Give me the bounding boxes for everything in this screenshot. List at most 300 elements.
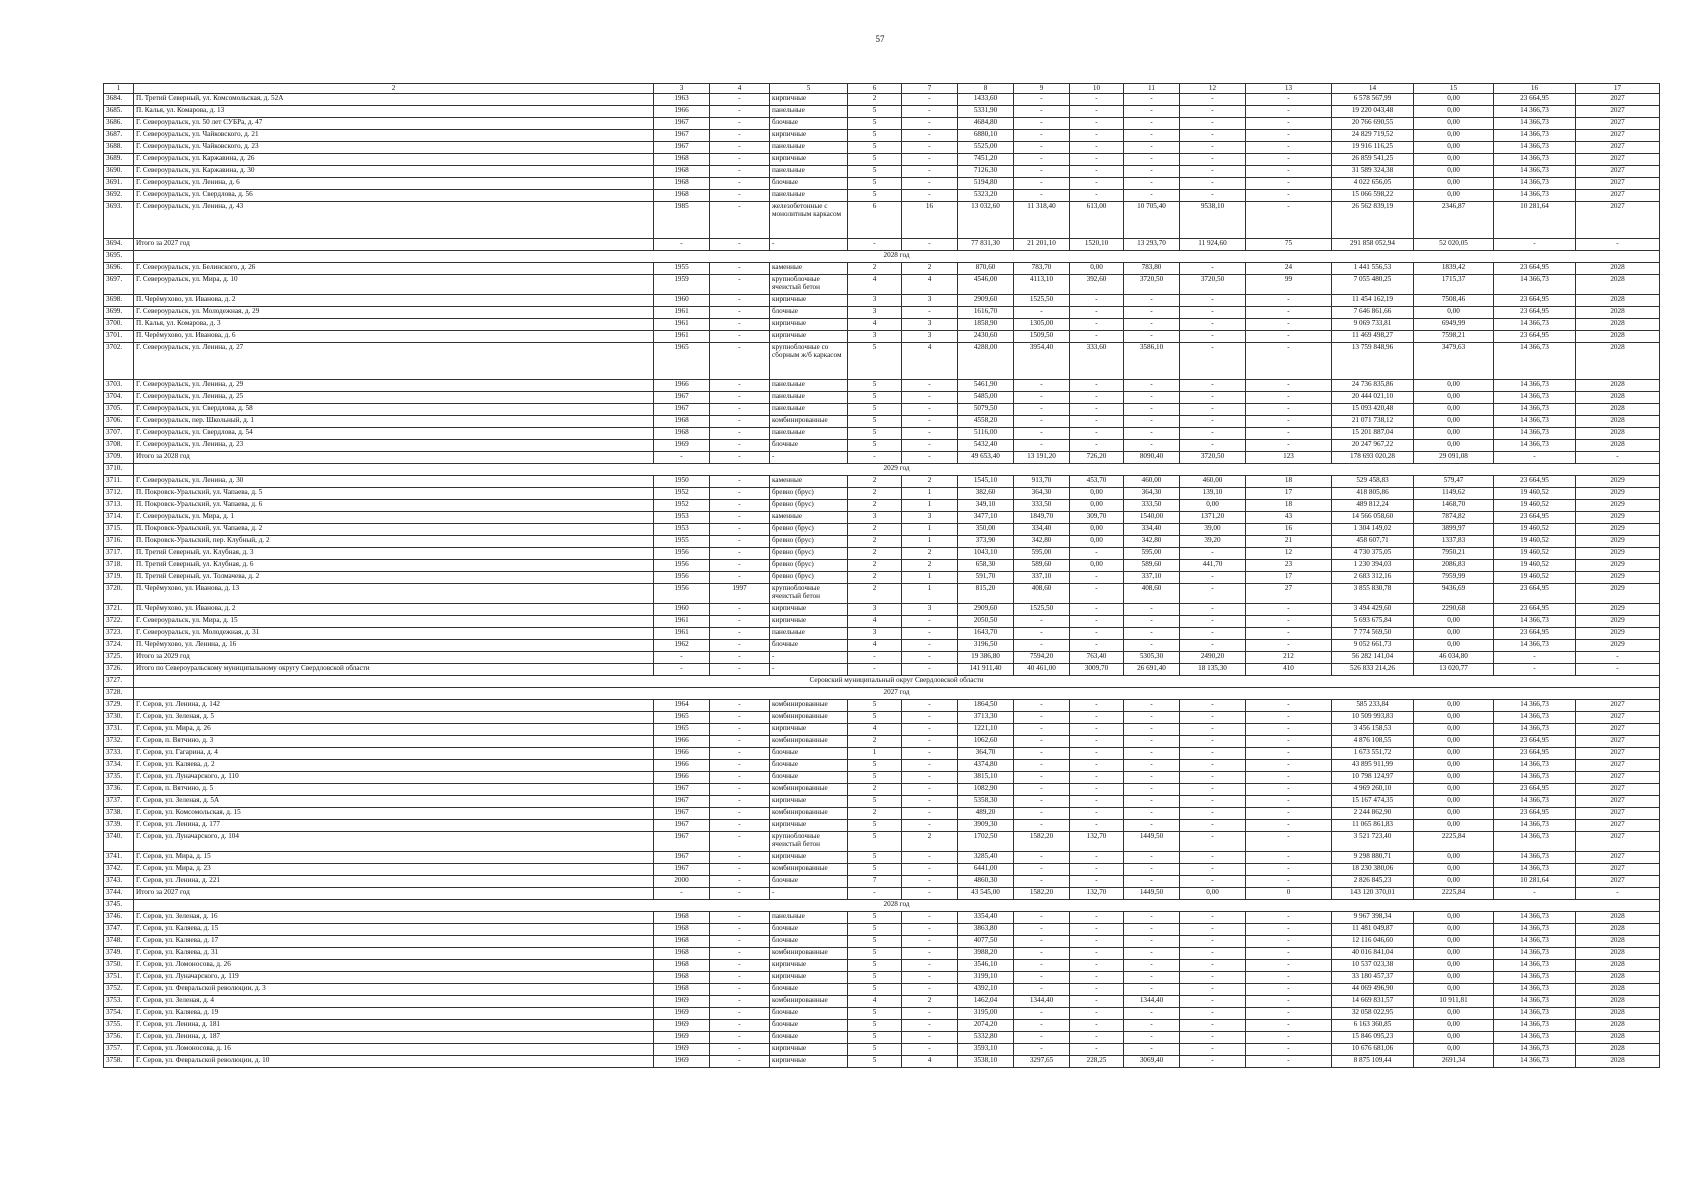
- area-cell: -: [1124, 106, 1180, 118]
- reconstruction-year-cell: -: [710, 948, 770, 960]
- entrances-cell: -: [902, 700, 958, 712]
- residents-cell: -: [1246, 178, 1332, 190]
- floors-cell: 4: [848, 319, 902, 331]
- row-number-cell: 3726.: [104, 664, 134, 676]
- table-row: [104, 572, 1660, 584]
- entrances-cell: 3: [902, 319, 958, 331]
- year-cell: 2028: [1576, 1020, 1660, 1032]
- reconstruction-year-cell: -: [710, 380, 770, 392]
- column-header: 5: [770, 84, 848, 94]
- entrances-cell: -: [902, 796, 958, 808]
- row-number-cell: 3738.: [104, 808, 134, 820]
- wall-material-cell: панельные: [770, 628, 848, 640]
- floors-cell: 3: [848, 331, 902, 343]
- wall-material-cell: -: [770, 239, 848, 251]
- table-row: [104, 202, 1660, 239]
- area-cell: -: [1124, 440, 1180, 452]
- row-number-cell: 3756.: [104, 1032, 134, 1044]
- max-cost-cell: 14 366,73: [1494, 178, 1576, 190]
- cost-cell: 2 683 312,16: [1332, 572, 1414, 584]
- area-cell: -: [1180, 154, 1246, 166]
- address-cell: П. Покровск-Уральский, ул. Чапаева, д. 2: [134, 524, 654, 536]
- cost-cell: 1 673 551,72: [1332, 748, 1414, 760]
- area-cell: -: [1124, 380, 1180, 392]
- max-cost-cell: 14 366,73: [1494, 130, 1576, 142]
- floors-cell: 5: [848, 106, 902, 118]
- cost-cell: 19 916 116,25: [1332, 142, 1414, 154]
- cost-cell: 31 589 324,38: [1332, 166, 1414, 178]
- specific-cost-cell: 0,00: [1414, 428, 1494, 440]
- year-cell: 2029: [1576, 616, 1660, 628]
- row-number-cell: 3707.: [104, 428, 134, 440]
- area-cell: -: [1124, 712, 1180, 724]
- residents-cell: 0: [1246, 888, 1332, 900]
- year-cell: 2027: [1576, 118, 1660, 130]
- area-cell: -: [1070, 1008, 1124, 1020]
- floors-cell: 2: [848, 560, 902, 572]
- residents-cell: -: [1246, 736, 1332, 748]
- table-row: [104, 488, 1660, 500]
- build-year-cell: 1969: [654, 1044, 710, 1056]
- area-cell: 460,00: [1124, 476, 1180, 488]
- cost-cell: 43 895 911,99: [1332, 760, 1414, 772]
- cost-cell: 9 052 661,73: [1332, 640, 1414, 652]
- specific-cost-cell: 0,00: [1414, 960, 1494, 972]
- floors-cell: 5: [848, 760, 902, 772]
- residents-cell: -: [1246, 808, 1332, 820]
- entrances-cell: 3: [902, 331, 958, 343]
- row-number-cell: 3686.: [104, 118, 134, 130]
- row-number-cell: 3752.: [104, 984, 134, 996]
- max-cost-cell: 23 664,95: [1494, 628, 1576, 640]
- max-cost-cell: 14 366,73: [1494, 852, 1576, 864]
- area-cell: -: [1014, 1008, 1070, 1020]
- area-cell: -: [1014, 912, 1070, 924]
- wall-material-cell: бревно (брус): [770, 488, 848, 500]
- cost-cell: 526 833 214,26: [1332, 664, 1414, 676]
- address-cell: Г. Североуральск, ул. Свердлова, д. 58: [134, 404, 654, 416]
- table-row: [104, 118, 1660, 130]
- address-cell: Г. Серов, ул. Гагарина, д. 4: [134, 748, 654, 760]
- wall-material-cell: комбинированные: [770, 808, 848, 820]
- table-row: [104, 628, 1660, 640]
- floors-cell: -: [848, 652, 902, 664]
- section-row: [104, 251, 1660, 263]
- residents-cell: -: [1246, 832, 1332, 852]
- residents-cell: -: [1246, 106, 1332, 118]
- area-cell: 726,20: [1070, 452, 1124, 464]
- wall-material-cell: комбинированные: [770, 864, 848, 876]
- cost-cell: 44 069 496,90: [1332, 984, 1414, 996]
- year-cell: 2027: [1576, 760, 1660, 772]
- floors-cell: 5: [848, 118, 902, 130]
- reconstruction-year-cell: -: [710, 724, 770, 736]
- year-cell: 2028: [1576, 331, 1660, 343]
- row-number-cell: 3730.: [104, 712, 134, 724]
- build-year-cell: -: [654, 664, 710, 676]
- wall-material-cell: кирпичные: [770, 1056, 848, 1068]
- area-cell: -: [1124, 178, 1180, 190]
- total-area-cell: 3354,40: [958, 912, 1014, 924]
- row-number-cell: 3757.: [104, 1044, 134, 1056]
- table-row: [104, 106, 1660, 118]
- wall-material-cell: блочные: [770, 1008, 848, 1020]
- row-number-cell: 3754.: [104, 1008, 134, 1020]
- address-cell: Г. Серов, ул. Зеленая, д. 4: [134, 996, 654, 1008]
- wall-material-cell: -: [770, 652, 848, 664]
- row-number-cell: 3719.: [104, 572, 134, 584]
- table-row: [104, 652, 1660, 664]
- year-cell: 2028: [1576, 440, 1660, 452]
- address-cell: П. Черёмухово, ул. Иванова, д. 6: [134, 331, 654, 343]
- area-cell: -: [1180, 820, 1246, 832]
- section-row: [104, 688, 1660, 700]
- specific-cost-cell: 0,00: [1414, 440, 1494, 452]
- table-row: [104, 295, 1660, 307]
- reconstruction-year-cell: -: [710, 772, 770, 784]
- cost-cell: 8 875 109,44: [1332, 1056, 1414, 1068]
- floors-cell: 2: [848, 536, 902, 548]
- total-area-cell: 5525,00: [958, 142, 1014, 154]
- specific-cost-cell: 0,00: [1414, 972, 1494, 984]
- row-number-cell: 3744.: [104, 888, 134, 900]
- entrances-cell: 1: [902, 488, 958, 500]
- area-cell: -: [1070, 712, 1124, 724]
- max-cost-cell: 14 366,73: [1494, 996, 1576, 1008]
- wall-material-cell: панельные: [770, 404, 848, 416]
- row-number-cell: 3699.: [104, 307, 134, 319]
- area-cell: 1525,50: [1014, 295, 1070, 307]
- reconstruction-year-cell: -: [710, 736, 770, 748]
- build-year-cell: 1965: [654, 712, 710, 724]
- build-year-cell: 1964: [654, 700, 710, 712]
- area-cell: -: [1070, 700, 1124, 712]
- year-cell: 2029: [1576, 572, 1660, 584]
- wall-material-cell: блочные: [770, 984, 848, 996]
- entrances-cell: -: [902, 142, 958, 154]
- table-row: [104, 500, 1660, 512]
- row-number-cell: 3701.: [104, 331, 134, 343]
- area-cell: -: [1124, 736, 1180, 748]
- area-cell: -: [1124, 772, 1180, 784]
- build-year-cell: 1968: [654, 428, 710, 440]
- area-cell: -: [1124, 748, 1180, 760]
- table-row: [104, 1044, 1660, 1056]
- area-cell: 3586,10: [1124, 343, 1180, 380]
- column-header: 8: [958, 84, 1014, 94]
- floors-cell: 5: [848, 380, 902, 392]
- table-row: [104, 178, 1660, 190]
- build-year-cell: 1968: [654, 416, 710, 428]
- cost-cell: 3 521 723,40: [1332, 832, 1414, 852]
- max-cost-cell: 10 281,64: [1494, 202, 1576, 239]
- table-row: [104, 616, 1660, 628]
- row-number-cell: 3706.: [104, 416, 134, 428]
- row-number-cell: 3741.: [104, 852, 134, 864]
- specific-cost-cell: 0,00: [1414, 796, 1494, 808]
- year-cell: 2027: [1576, 154, 1660, 166]
- floors-cell: 2: [848, 548, 902, 560]
- year-cell: 2029: [1576, 560, 1660, 572]
- area-cell: -: [1180, 712, 1246, 724]
- max-cost-cell: 23 664,95: [1494, 808, 1576, 820]
- table-row: [104, 331, 1660, 343]
- area-cell: -: [1124, 295, 1180, 307]
- year-cell: 2028: [1576, 972, 1660, 984]
- total-area-cell: 2909,60: [958, 295, 1014, 307]
- build-year-cell: 1956: [654, 572, 710, 584]
- entrances-cell: -: [902, 808, 958, 820]
- build-year-cell: 1967: [654, 796, 710, 808]
- row-number-cell: 3708.: [104, 440, 134, 452]
- specific-cost-cell: 0,00: [1414, 712, 1494, 724]
- area-cell: -: [1180, 996, 1246, 1008]
- floors-cell: 5: [848, 428, 902, 440]
- cost-cell: 143 120 370,01: [1332, 888, 1414, 900]
- reconstruction-year-cell: -: [710, 936, 770, 948]
- residents-cell: 23: [1246, 560, 1332, 572]
- total-area-cell: 2050,50: [958, 616, 1014, 628]
- area-cell: -: [1014, 760, 1070, 772]
- max-cost-cell: 14 366,73: [1494, 404, 1576, 416]
- area-cell: -: [1180, 142, 1246, 154]
- specific-cost-cell: 0,00: [1414, 748, 1494, 760]
- entrances-cell: 2: [902, 548, 958, 560]
- year-cell: 2028: [1576, 343, 1660, 380]
- row-number-cell: 3739.: [104, 820, 134, 832]
- build-year-cell: 1967: [654, 808, 710, 820]
- total-area-cell: 5194,80: [958, 178, 1014, 190]
- row-number-cell: 3712.: [104, 488, 134, 500]
- floors-cell: -: [848, 664, 902, 676]
- area-cell: -: [1070, 748, 1124, 760]
- address-cell: П. Покровск-Уральский, ул. Чапаева, д. 6: [134, 500, 654, 512]
- build-year-cell: 1967: [654, 118, 710, 130]
- max-cost-cell: 14 366,73: [1494, 440, 1576, 452]
- area-cell: -: [1180, 1032, 1246, 1044]
- total-area-cell: 13 032,60: [958, 202, 1014, 239]
- cost-cell: 1 441 556,53: [1332, 263, 1414, 275]
- cost-cell: 40 016 841,04: [1332, 948, 1414, 960]
- entrances-cell: 16: [902, 202, 958, 239]
- cost-cell: 33 180 457,37: [1332, 972, 1414, 984]
- area-cell: -: [1124, 1044, 1180, 1056]
- address-cell: Г. Серов, ул. Зеленая, д. 5А: [134, 796, 654, 808]
- residents-cell: -: [1246, 700, 1332, 712]
- reconstruction-year-cell: -: [710, 616, 770, 628]
- specific-cost-cell: 7874,82: [1414, 512, 1494, 524]
- residents-cell: 17: [1246, 488, 1332, 500]
- area-cell: -: [1014, 616, 1070, 628]
- max-cost-cell: 23 664,95: [1494, 512, 1576, 524]
- reconstruction-year-cell: -: [710, 1032, 770, 1044]
- max-cost-cell: 14 366,73: [1494, 380, 1576, 392]
- area-cell: -: [1124, 724, 1180, 736]
- area-cell: -: [1180, 808, 1246, 820]
- specific-cost-cell: 579,47: [1414, 476, 1494, 488]
- build-year-cell: 1950: [654, 476, 710, 488]
- residents-cell: -: [1246, 936, 1332, 948]
- total-area-cell: 77 831,30: [958, 239, 1014, 251]
- build-year-cell: 1968: [654, 166, 710, 178]
- total-area-cell: 3477,10: [958, 512, 1014, 524]
- entrances-cell: -: [902, 380, 958, 392]
- reconstruction-year-cell: -: [710, 500, 770, 512]
- table-row: [104, 912, 1660, 924]
- year-cell: 2028: [1576, 1008, 1660, 1020]
- total-area-cell: 5331,90: [958, 106, 1014, 118]
- floors-cell: 5: [848, 960, 902, 972]
- entrances-cell: -: [902, 736, 958, 748]
- area-cell: -: [1124, 876, 1180, 888]
- floors-cell: 5: [848, 1056, 902, 1068]
- area-cell: -: [1180, 772, 1246, 784]
- area-cell: 589,60: [1124, 560, 1180, 572]
- capital-repair-table: [103, 83, 1660, 1068]
- area-cell: -: [1014, 94, 1070, 106]
- address-cell: Г. Североуральск, ул. Молодежная, д. 29: [134, 307, 654, 319]
- year-cell: 2028: [1576, 275, 1660, 295]
- build-year-cell: 1955: [654, 263, 710, 275]
- reconstruction-year-cell: -: [710, 154, 770, 166]
- reconstruction-year-cell: -: [710, 852, 770, 864]
- wall-material-cell: кирпичные: [770, 154, 848, 166]
- section-row: [104, 464, 1660, 476]
- specific-cost-cell: 0,00: [1414, 736, 1494, 748]
- table-row: [104, 948, 1660, 960]
- area-cell: 408,60: [1124, 584, 1180, 604]
- year-cell: 2029: [1576, 628, 1660, 640]
- column-header: 17: [1576, 84, 1660, 94]
- specific-cost-cell: 0,00: [1414, 307, 1494, 319]
- specific-cost-cell: 2225,84: [1414, 832, 1494, 852]
- specific-cost-cell: 2225,84: [1414, 888, 1494, 900]
- table-row: [104, 536, 1660, 548]
- area-cell: -: [1014, 876, 1070, 888]
- specific-cost-cell: 0,00: [1414, 760, 1494, 772]
- area-cell: 1520,10: [1070, 239, 1124, 251]
- total-area-cell: 1545,10: [958, 476, 1014, 488]
- table-row: [104, 584, 1660, 604]
- entrances-cell: -: [902, 724, 958, 736]
- area-cell: 1344,40: [1014, 996, 1070, 1008]
- cost-cell: 4 876 108,55: [1332, 736, 1414, 748]
- max-cost-cell: 14 366,73: [1494, 724, 1576, 736]
- row-number-cell: 3704.: [104, 392, 134, 404]
- floors-cell: -: [848, 239, 902, 251]
- row-number-cell: 3748.: [104, 936, 134, 948]
- area-cell: -: [1070, 784, 1124, 796]
- area-cell: -: [1124, 1008, 1180, 1020]
- area-cell: 364,30: [1124, 488, 1180, 500]
- reconstruction-year-cell: -: [710, 166, 770, 178]
- reconstruction-year-cell: -: [710, 106, 770, 118]
- specific-cost-cell: 0,00: [1414, 924, 1494, 936]
- area-cell: 333,50: [1124, 500, 1180, 512]
- specific-cost-cell: 0,00: [1414, 948, 1494, 960]
- address-cell: Г. Североуральск, ул. Ленина, д. 23: [134, 440, 654, 452]
- table-row: [104, 166, 1660, 178]
- reconstruction-year-cell: -: [710, 808, 770, 820]
- reconstruction-year-cell: -: [710, 1056, 770, 1068]
- address-cell: Г. Североуральск, ул. Свердлова, д. 54: [134, 428, 654, 440]
- area-cell: 595,00: [1014, 548, 1070, 560]
- specific-cost-cell: 0,00: [1414, 106, 1494, 118]
- row-number-cell: 3722.: [104, 616, 134, 628]
- max-cost-cell: 14 366,73: [1494, 154, 1576, 166]
- area-cell: -: [1070, 106, 1124, 118]
- total-area-cell: 3195,00: [958, 1008, 1014, 1020]
- specific-cost-cell: 0,00: [1414, 166, 1494, 178]
- total-area-cell: 5432,40: [958, 440, 1014, 452]
- area-cell: -: [1014, 808, 1070, 820]
- build-year-cell: 1969: [654, 1056, 710, 1068]
- year-cell: 2028: [1576, 319, 1660, 331]
- area-cell: -: [1070, 154, 1124, 166]
- specific-cost-cell: 0,00: [1414, 876, 1494, 888]
- specific-cost-cell: 9436,69: [1414, 584, 1494, 604]
- reconstruction-year-cell: -: [710, 275, 770, 295]
- area-cell: 0,00: [1180, 500, 1246, 512]
- address-cell: Г. Серов, ул. Луначарского, д. 110: [134, 772, 654, 784]
- cost-cell: 9 069 733,81: [1332, 319, 1414, 331]
- area-cell: -: [1070, 1020, 1124, 1032]
- residents-cell: -: [1246, 1008, 1332, 1020]
- entrances-cell: -: [902, 820, 958, 832]
- floors-cell: 3: [848, 628, 902, 640]
- row-number-cell: 3723.: [104, 628, 134, 640]
- row-number-cell: 3727.: [104, 676, 134, 688]
- area-cell: 3297,65: [1014, 1056, 1070, 1068]
- total-area-cell: 2430,60: [958, 331, 1014, 343]
- wall-material-cell: кирпичные: [770, 295, 848, 307]
- total-area-cell: 3593,10: [958, 1044, 1014, 1056]
- table-row: [104, 560, 1660, 572]
- wall-material-cell: железобетонные с монолитным каркасом: [770, 202, 848, 239]
- row-number-cell: 3702.: [104, 343, 134, 380]
- specific-cost-cell: 1337,83: [1414, 536, 1494, 548]
- residents-cell: 18: [1246, 500, 1332, 512]
- floors-cell: 5: [848, 1008, 902, 1020]
- total-area-cell: 1643,70: [958, 628, 1014, 640]
- specific-cost-cell: 0,00: [1414, 1008, 1494, 1020]
- address-cell: Г. Североуральск, ул. Ленина, д. 29: [134, 380, 654, 392]
- total-area-cell: 3285,40: [958, 852, 1014, 864]
- area-cell: -: [1180, 628, 1246, 640]
- residents-cell: 27: [1246, 584, 1332, 604]
- build-year-cell: 1968: [654, 972, 710, 984]
- address-cell: Г. Серов, п. Вятчино, д. 3: [134, 736, 654, 748]
- area-cell: -: [1070, 984, 1124, 996]
- area-cell: -: [1070, 440, 1124, 452]
- area-cell: 392,60: [1070, 275, 1124, 295]
- residents-cell: 12: [1246, 548, 1332, 560]
- area-cell: -: [1180, 864, 1246, 876]
- area-cell: -: [1124, 130, 1180, 142]
- reconstruction-year-cell: -: [710, 416, 770, 428]
- max-cost-cell: 23 664,95: [1494, 584, 1576, 604]
- total-area-cell: 373,90: [958, 536, 1014, 548]
- residents-cell: 410: [1246, 664, 1332, 676]
- wall-material-cell: комбинированные: [770, 700, 848, 712]
- area-cell: 1582,20: [1014, 832, 1070, 852]
- build-year-cell: 1963: [654, 94, 710, 106]
- reconstruction-year-cell: -: [710, 652, 770, 664]
- table-row: [104, 343, 1660, 380]
- wall-material-cell: бревно (брус): [770, 524, 848, 536]
- cost-cell: 15 167 474,35: [1332, 796, 1414, 808]
- address-cell: Г. Североуральск, ул. Молодежная, д. 31: [134, 628, 654, 640]
